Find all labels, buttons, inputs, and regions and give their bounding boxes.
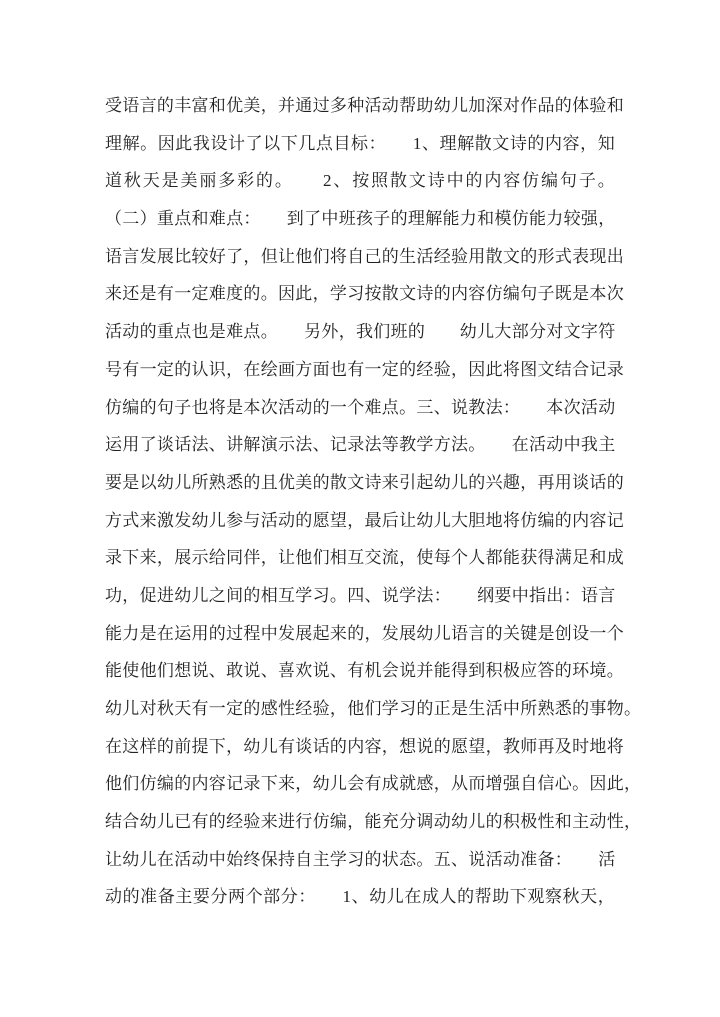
document-text-block bbox=[105, 87, 642, 916]
text-line: 运用了谈话法、讲解演示法、记录法等教学方法。 在活动中我主 bbox=[105, 435, 616, 455]
text-line: 录下来，展示给同伴，让他们相互交流，使每个人都能获得满足和成 bbox=[105, 548, 624, 568]
text-line: 来还是有一定难度的。因此，学习按散文诗的内容仿编句子既是本次 bbox=[105, 284, 624, 304]
text-line: 动的准备主要分两个部分： 1、幼儿在成人的帮助下观察秋天， bbox=[105, 887, 615, 907]
text-line: 他们仿编的内容记录下来，幼儿会有成就感，从而增强自信心。因此， bbox=[105, 774, 642, 794]
text-line: （二）重点和难点： 到了中班孩子的理解能力和模仿能力较强， bbox=[105, 209, 616, 229]
text-line: 受语言的丰富和优美，并通过多种活动帮助幼儿加深对作品的体验和 bbox=[105, 96, 624, 115]
text-line: 幼儿对秋天有一定的感性经验，他们学习的正是生活中所熟悉的事物。 bbox=[105, 699, 642, 718]
text-line: 功，促进幼儿之间的相互学习。四、说学法： 纲要中指出：语言 bbox=[105, 585, 616, 605]
text-line: 方式来激发幼儿参与活动的愿望，最后让幼儿大胆地将仿编的内容记 bbox=[105, 510, 624, 530]
text-line: 要是以幼儿所熟悉的且优美的散文诗来引起幼儿的兴趣，再用谈话的 bbox=[105, 472, 624, 492]
text-line: 在这样的前提下，幼儿有谈话的内容，想说的愿望，教师再及时地将 bbox=[105, 736, 624, 756]
text-line: 让幼儿在活动中始终保持自主学习的状态。五、说活动准备： 活 bbox=[105, 849, 616, 869]
text-line: 号有一定的认识，在绘画方面也有一定的经验，因此将图文结合记录 bbox=[105, 359, 624, 379]
text-line: 能使他们想说、敢说、喜欢说、有机会说并能得到积极应答的环境。 bbox=[105, 661, 624, 681]
text-line: 道秋天是美丽多彩的。 2、按照散文诗中的内容仿编句子。 bbox=[105, 171, 615, 191]
text-line: 结合幼儿已有的经验来进行仿编，能充分调动幼儿的积极性和主动性， bbox=[105, 812, 642, 832]
text-line: 活动的重点也是难点。 另外，我们班的 幼儿大部分对文字符 bbox=[105, 322, 616, 342]
text-line: 语言发展比较好了，但让他们将自己的生活经验用散文的形式表现出 bbox=[105, 246, 624, 266]
text-line: 能力是在运用的过程中发展起来的，发展幼儿语言的关键是创设一个 bbox=[105, 623, 624, 643]
text-line: 理解。因此我设计了以下几点目标： 1、理解散文诗的内容，知 bbox=[105, 133, 615, 153]
text-line: 仿编的句子也将是本次活动的一个难点。三、说教法： 本次活动 bbox=[105, 397, 616, 417]
